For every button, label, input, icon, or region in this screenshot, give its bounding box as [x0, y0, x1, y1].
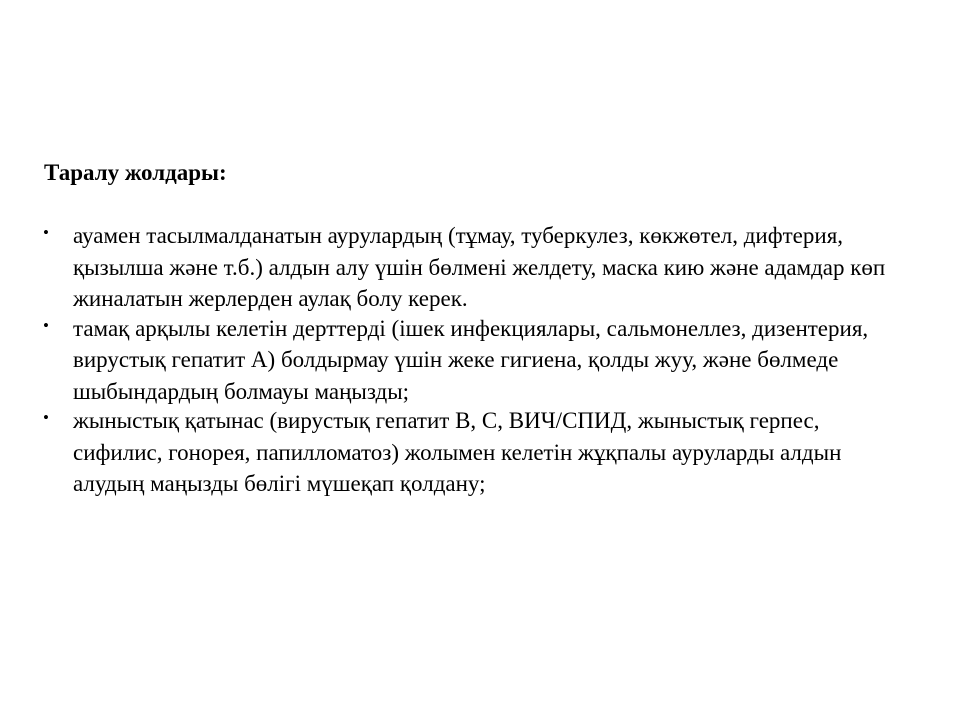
bullet-icon: •	[43, 315, 49, 335]
bullet-text: жыныстық қатынас (вирустық гепатит В, С, ВИЧ/СПИД, жыныстық герпес, сифилис, гонорея, папилломатоз) жолымен келетін жұқпалы ауруларды алдын алудың маңызды бөлігі мүшеқап қолдану;	[73, 408, 842, 496]
bullet-icon: •	[43, 408, 49, 427]
bullet-icon: •	[43, 223, 49, 242]
bullet-text: тамақ арқылы келетін дерттерді (ішек инфекциялары, сальмонеллез, дизентерия, вирустық гепатит А) болдырмау үшін жеке гигиена, қолды жуу, және бөлмеде шыбындардың болмауы маңызды;	[73, 315, 869, 404]
bullet-item-sexual	[0, 405, 903, 500]
bullet-list	[0, 220, 960, 498]
bullet-text: ауамен тасылмалданатын аурулардың (тұмау, туберкулез, көкжөтел, дифтерия, қызылша және т.б.) алдын алу үшін бөлмені желдету, маска кию және адамдар көп жиналатын жерлерден аулақ болу керек.	[73, 223, 886, 311]
bullet-item-airborne	[0, 220, 903, 315]
bullet-item-foodborne	[0, 313, 903, 408]
slide-heading: Таралу жолдары:	[44, 160, 227, 185]
